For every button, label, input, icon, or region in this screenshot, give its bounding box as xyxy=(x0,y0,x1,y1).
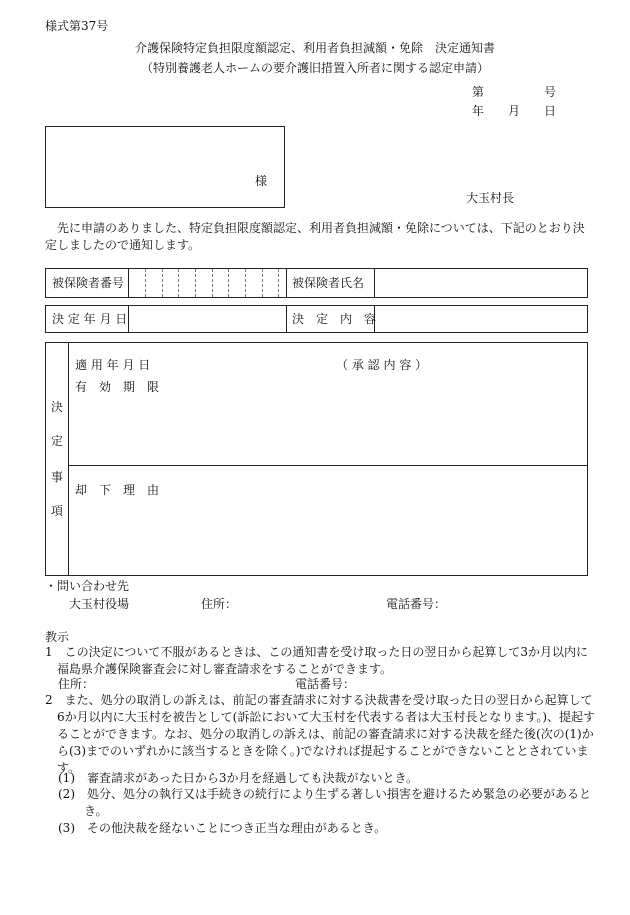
insured-name-label: 被保険者氏名 xyxy=(292,276,365,290)
document-date-label: 年 月 日 xyxy=(472,104,557,118)
instruction-item-2: 2 また、処分の取消しの訴えは、前記の審査請求に対する決裁書を受け取った日の翌日から起算して6か月以内に大玉村を被告として(訴訟において大玉村を代表する者は大玉村長となります。)、提起することができます。なお、処分の取消しの訴えは、前記の審査請求に対する決裁を経た後(次の(1)から(3)までのいずれかに該当するときを除く。)でなければ提起することができないこととされています。 xyxy=(45,693,596,775)
contact-office: 大玉村役場 xyxy=(69,597,130,611)
contact-address-label: 住所： xyxy=(201,597,238,611)
side-label-char-4: 項 xyxy=(51,504,64,518)
side-label-char-3: 事 xyxy=(51,470,64,484)
recipient-box xyxy=(45,126,285,208)
rejection-reason-label: 却 下 理 由 xyxy=(75,483,160,497)
instruction-sub-1: (1) 審査請求があった日から3か月を経過しても決裁がないとき。 xyxy=(58,771,419,785)
instruction-sub-3: (3) その他決裁を経ないことにつき正当な理由があるとき。 xyxy=(58,821,387,835)
document-number-label: 第 号 xyxy=(472,85,557,99)
decision-date-row xyxy=(45,305,588,333)
validity-label: 有 効 期 限 xyxy=(75,380,160,394)
recipient-suffix: 様 xyxy=(255,174,268,188)
intro-paragraph: 先に申請のありました、特定負担限度額認定、利用者負担減額・免除については、下記のとおり決定しましたので通知します。 xyxy=(45,221,585,252)
decision-content-label: 決 定 内 容 xyxy=(292,312,377,326)
form-number: 様式第37号 xyxy=(45,19,109,33)
issuer-name: 大玉村長 xyxy=(466,191,515,205)
side-label-char-1: 決 xyxy=(51,400,64,414)
contact-phone-label: 電話番号： xyxy=(386,597,447,611)
instruction-address-label: 住所： xyxy=(58,677,95,691)
side-label-char-2: 定 xyxy=(51,434,64,448)
approval-content-label: （ 承 認 内 容 ） xyxy=(336,358,428,372)
document-title: 介護保険特定負担限度額認定、利用者負担減額・免除 決定通知書 xyxy=(134,41,495,55)
contact-heading: ・問い合わせ先 xyxy=(45,579,130,593)
instruction-phone-label: 電話番号： xyxy=(295,677,356,691)
apply-date-label: 適 用 年 月 日 xyxy=(75,358,151,372)
instructions-heading: 教示 xyxy=(45,630,70,644)
insured-number-label: 被保険者番号 xyxy=(52,276,125,290)
decision-date-label: 決 定 年 月 日 xyxy=(52,312,128,326)
decision-matters-box xyxy=(45,342,588,576)
instruction-sub-2: (2) 処分、処分の執行又は手続きの続行により生ずる著しい損害を避けるため緊急の必要があるとき。 xyxy=(58,787,592,818)
instruction-item-1: 1 この決定について不服があるときは、この通知書を受け取った日の翌日から起算して3か月以内に福島県介護保険審査会に対し審査請求をすることができます。 xyxy=(45,645,589,676)
document-subtitle: （特別養護老人ホームの要介護旧措置入所者に関する認定申請） xyxy=(140,61,489,75)
insured-info-row xyxy=(45,268,588,298)
